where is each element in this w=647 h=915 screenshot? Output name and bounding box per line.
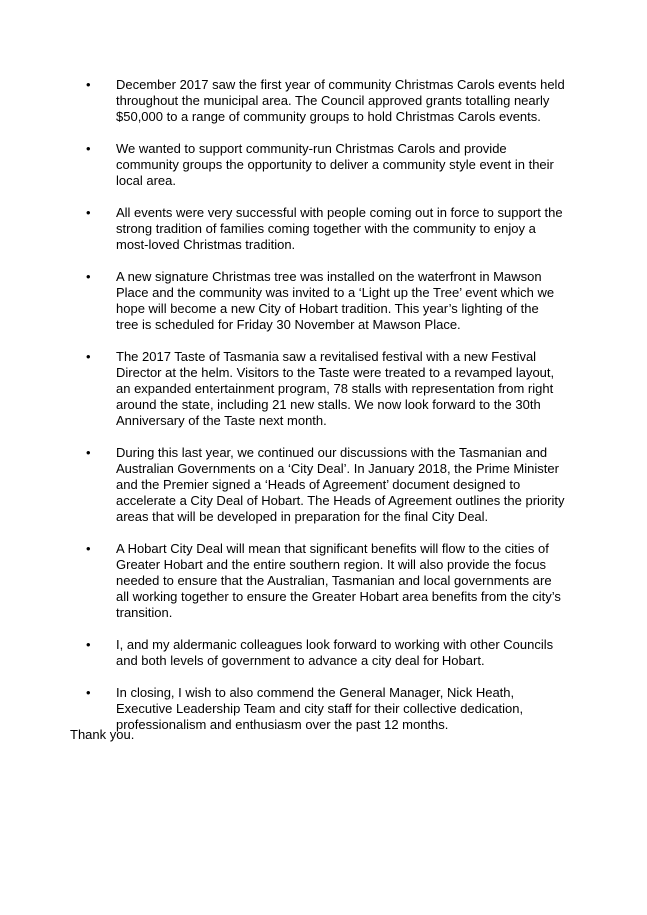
list-item (0, 141, 647, 189)
paragraph-text: I, and my aldermanic colleagues look forward to working with other Councils and both levels of government to advance a city deal for Hobart. (116, 637, 554, 668)
bullet-list (0, 77, 647, 749)
list-item (0, 205, 647, 253)
bullet-icon: • (86, 541, 91, 556)
bullet-icon: • (86, 77, 91, 92)
bullet-icon: • (86, 445, 91, 460)
list-item (0, 541, 647, 621)
list-item (0, 269, 647, 333)
list-item (0, 637, 647, 669)
paragraph-text: During this last year, we continued our discussions with the Tasmanian and Australian Governments on a ‘City Deal’. In January 2018, the Prime Minister and the Premier signed a ‘Heads of Agreement’ document designed to accelerate a City Deal of Hobart. The Heads of Agreement outlines the priority areas that will be developed in preparation for the final City Deal. (116, 445, 565, 524)
paragraph-text: In closing, I wish to also commend the General Manager, Nick Heath, Executive Leadership Team and city staff for their collective dedication, professionalism and enthusiasm over the past 12 months. (116, 685, 524, 732)
list-item (0, 77, 647, 125)
paragraph-text: All events were very successful with people coming out in force to support the strong tradition of families coming together with the community to enjoy a most-loved Christmas tradition. (116, 205, 563, 252)
list-item (0, 349, 647, 429)
bullet-icon: • (86, 349, 91, 364)
paragraph-text: December 2017 saw the first year of community Christmas Carols events held throughout the municipal area. The Council approved grants totalling nearly $50,000 to a range of community groups to hold Christmas Carols events. (116, 77, 565, 124)
list-item (0, 685, 647, 733)
bullet-icon: • (86, 269, 91, 284)
bullet-icon: • (86, 141, 91, 156)
paragraph-text: A new signature Christmas tree was installed on the waterfront in Mawson Place and the community was invited to a ‘Light up the Tree’ event which we hope will become a new City of Hobart tradition. This year’s lighting of the tree is scheduled for Friday 30 November at Mawson Place. (116, 269, 555, 332)
bullet-icon: • (86, 637, 91, 652)
list-item (0, 445, 647, 525)
paragraph-text: We wanted to support community-run Christmas Carols and provide community groups the opportunity to deliver a community style event in their local area. (116, 141, 554, 188)
bullet-icon: • (86, 685, 91, 700)
closing-text: Thank you. (70, 727, 135, 742)
bullet-icon: • (86, 205, 91, 220)
paragraph-text: A Hobart City Deal will mean that significant benefits will flow to the cities of Greater Hobart and the entire southern region. It will also provide the focus needed to ensure that the Australian, Tasmanian and local governments are all working together to ensure the Greater Hobart area benefits from the city’s transition. (116, 541, 561, 620)
paragraph-text: The 2017 Taste of Tasmania saw a revitalised festival with a new Festival Director at the helm. Visitors to the Taste were treated to a revamped layout, an expanded entertainment program, 78 stalls with representation from right around the state, including 21 new stalls. We now look forward to the 30th Anniversary of the Taste next month. (116, 349, 555, 428)
